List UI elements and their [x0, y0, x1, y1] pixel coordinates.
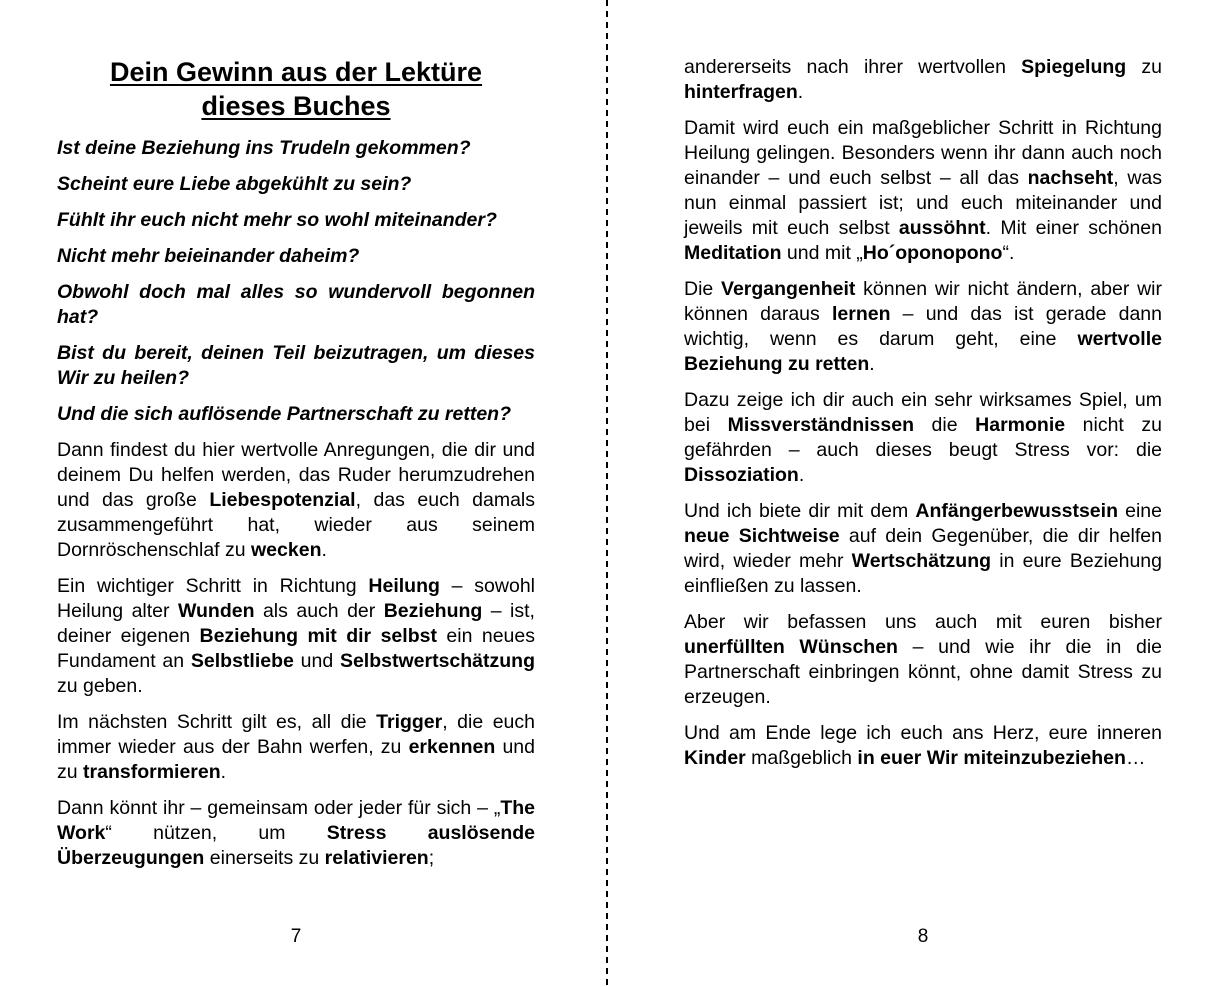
question-paragraph: Ist deine Beziehung ins Trudeln gekommen?	[57, 137, 471, 159]
body-paragraph: Aber wir befassen uns auch mit euren bisher unerfüllten Wünschen – und wie ihr die in die Partnerschaft einbringen könnt, ohne damit Stress zu erzeugen.	[684, 611, 1162, 708]
body-paragraph: Dann könnt ihr – gemeinsam oder jeder für sich – „The Work“ nützen, um Stress auslösende Überzeugungen einerseits zu relativieren;	[57, 797, 535, 869]
chapter-title	[57, 55, 535, 123]
question-paragraph: Und die sich auflösende Partnerschaft zu retten?	[57, 403, 512, 425]
page-number-right: 8	[917, 926, 929, 947]
question-paragraph: Scheint eure Liebe abgekühlt zu sein?	[57, 173, 412, 195]
chapter-title-line: Dein Gewinn aus der Lektüre	[109, 57, 483, 87]
body-paragraph: Dazu zeige ich dir auch ein sehr wirksames Spiel, um bei Missverständnissen die Harmonie nicht zu gefährden – auch dieses beugt Stress vor: die Dissoziation.	[684, 389, 1162, 486]
body-paragraph: Ein wichtiger Schritt in Richtung Heilung – sowohl Heilung alter Wunden als auch der Beziehung – ist, deiner eigenen Beziehung mit dir selbst ein neues Fundament an Selbstliebe und Selbstwertschätzung zu geben.	[57, 575, 535, 697]
question-paragraph: Bist du bereit, deinen Teil beizutragen, um dieses Wir zu heilen?	[57, 342, 535, 389]
questions-list	[57, 136, 535, 427]
left-page	[57, 55, 535, 882]
page-divider-dashed-line	[606, 0, 608, 987]
page-number-left: 7	[290, 926, 302, 947]
body-paragraph: Und am Ende lege ich euch ans Herz, eure inneren Kinder maßgeblich in euer Wir miteinzubeziehen…	[684, 722, 1162, 769]
body-paragraph: Und ich biete dir mit dem Anfängerbewusstsein eine neue Sichtweise auf dein Gegenüber, die dir helfen wird, wieder mehr Wertschätzung in eure Beziehung einfließen zu lassen.	[684, 500, 1163, 597]
body-paragraph: Dann findest du hier wertvolle Anregungen, die dir und deinem Du helfen werden, das Ruder herumzudrehen und das große Liebespotenzial, das euch damals zusammengeführt hat, wieder aus seinem Dornröschenschlaf zu wecken.	[57, 439, 535, 561]
right-page	[684, 55, 1162, 782]
body-paragraph: Damit wird euch ein maßgeblicher Schritt in Richtung Heilung gelingen. Besonders wenn ihr dann auch noch einander – und euch selbst – all das nachseht, was nun einmal passiert ist; und euch miteinander und jeweils mit euch selbst aussöhnt. Mit einer schönen Meditation und mit „Ho´oponopono“.	[684, 117, 1162, 264]
body-paragraph: Die Vergangenheit können wir nicht ändern, aber wir können daraus lernen – und das ist gerade dann wichtig, wenn es darum geht, eine wertvolle Beziehung zu retten.	[684, 278, 1162, 375]
body-paragraph: Im nächsten Schritt gilt es, all die Trigger, die euch immer wieder aus der Bahn werfen, zu erkennen und zu transformieren.	[57, 711, 536, 783]
question-paragraph: Obwohl doch mal alles so wundervoll begonnen hat?	[57, 281, 535, 328]
question-paragraph: Fühlt ihr euch nicht mehr so wohl miteinander?	[57, 209, 497, 231]
body-paragraph: andererseits nach ihrer wertvollen Spiegelung zu hinterfragen.	[684, 56, 1162, 103]
left-page-body	[57, 438, 535, 871]
right-page-body	[684, 55, 1162, 771]
question-paragraph: Nicht mehr beieinander daheim?	[57, 245, 360, 267]
chapter-title-line: dieses Buches	[201, 91, 391, 121]
